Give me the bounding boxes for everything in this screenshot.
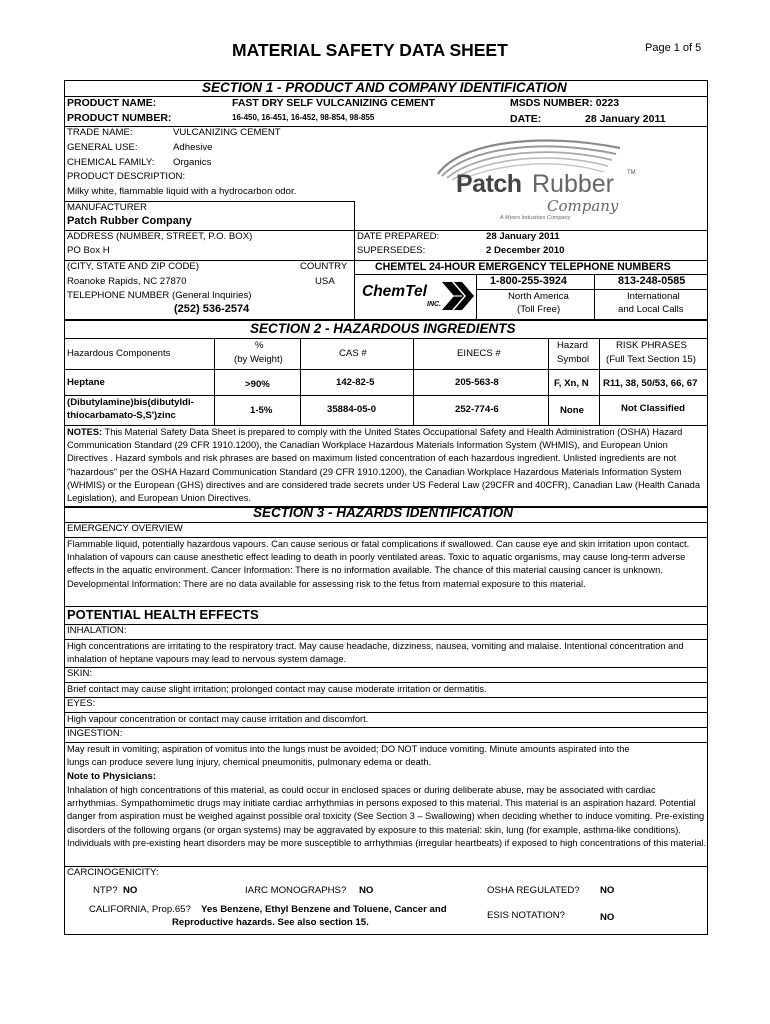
address-label: ADDRESS (NUMBER, STREET, P.O. BOX) bbox=[67, 231, 253, 242]
divider bbox=[64, 866, 708, 867]
cas-zinc: 35884-05-0 bbox=[327, 404, 377, 415]
general-use-label: GENERAL USE: bbox=[67, 142, 138, 153]
divider bbox=[413, 338, 414, 425]
col-hazard-header-2: Symbol bbox=[557, 354, 589, 365]
emergency-overview-label: EMERGENCY OVERVIEW bbox=[67, 523, 183, 534]
divider bbox=[64, 395, 708, 396]
date-label: DATE: bbox=[510, 113, 542, 125]
col-component-header: Hazardous Components bbox=[67, 348, 171, 359]
divider bbox=[354, 274, 355, 320]
divider bbox=[476, 289, 708, 290]
date-prepared: 28 January 2011 bbox=[486, 231, 560, 242]
logo-tm: TM bbox=[627, 170, 636, 176]
phone-label: TELEPHONE NUMBER (General Inquiries) bbox=[67, 290, 252, 301]
section1-header: SECTION 1 - PRODUCT AND COMPANY IDENTIFICATION bbox=[202, 80, 567, 95]
col-cas-header: CAS # bbox=[339, 348, 367, 359]
california-value-2: Reproductive hazards. See also section 15. bbox=[172, 917, 369, 928]
city-label: (CITY, STATE AND ZIP CODE) bbox=[67, 261, 200, 272]
inhalation-label: INHALATION: bbox=[67, 625, 127, 636]
divider bbox=[64, 697, 708, 698]
ntp-value: NO bbox=[123, 885, 138, 896]
ingestion-text: May result in vomiting; aspiration of vomitus into the lungs must be avoided; DO NOT induce vomiting. Minute amounts aspirated into the lungs can produce severe lung injury, chemical pneumonitis, pulmonary edema or death. bbox=[67, 744, 630, 768]
divider bbox=[214, 338, 215, 425]
divider bbox=[300, 338, 301, 425]
osha-label: OSHA REGULATED? bbox=[487, 885, 580, 896]
product-description-label: PRODUCT DESCRIPTION: bbox=[67, 171, 186, 182]
eyes-text: High vapour concentration or contact may cause irritation and discomfort. bbox=[67, 714, 369, 724]
na-label-2: (Toll Free) bbox=[517, 304, 561, 315]
esis-label: ESIS NOTATION? bbox=[487, 910, 566, 921]
emergency-header: CHEMTEL 24-HOUR EMERGENCY TELEPHONE NUMBERS bbox=[375, 261, 671, 273]
chemical-family-label: CHEMICAL FAMILY: bbox=[67, 157, 155, 168]
document-title: MATERIAL SAFETY DATA SHEET bbox=[232, 40, 508, 60]
divider bbox=[64, 624, 708, 625]
divider bbox=[64, 369, 708, 370]
chemtel-inc: INC. bbox=[427, 301, 441, 308]
logo-rubber: Rubber bbox=[532, 170, 614, 198]
ingestion-label: INGESTION: bbox=[67, 728, 123, 739]
manufacturer: Patch Rubber Company bbox=[67, 215, 192, 227]
page-number: Page 1 of 5 bbox=[645, 42, 702, 54]
emergency-overview-text: Flammable liquid, potentially hazardous vapours. Can cause serious or fatal complications if swallowed. Can cause eye and skin irritation upon contact. Inhalation of vapours can cause anesthetic effect leading to death in poorly ventilated areas. Toxic to aquatic organisms, may cause long-term adverse effects in the aquatic environment. Cancer Information: There is no information available. The chance of this material causing cancer is unknown. Developmental Information: There are no data available for assessing risk to the fetus from maternal exposure to this material. bbox=[67, 539, 690, 589]
divider bbox=[548, 338, 549, 425]
symbol-heptane: F, Xn, N bbox=[554, 378, 589, 389]
component-zinc-1: (Dibutylamine)bis(dibutyldi- bbox=[67, 397, 194, 408]
note-to-physicians-text: Inhalation of high concentrations of this material, as could occur in enclosed spaces or during deliberate abuse, may be associated with cardiac arrhythmias. Sympathomimetic drugs may initiate cardiac arrhythmias in persons exposed to this material. This material is an aspiration hazard. Potential danger from aspiration must be weighed against possible oral toxicity (See Section 3 – Swallowing) when deciding whether to induce vomiting. Pre-existing disorders of the following organs (or organ systems) may be aggravated by exposure to this material: skin, lung (for example, asthma-like conditions). Individuals with pre-existing heart disorders may be more susceptible to arrhythmias (irregular heartbeats) if exposed to high concentrations of this material. bbox=[67, 785, 707, 848]
phone: (252) 536-2574 bbox=[174, 303, 250, 315]
divider bbox=[476, 274, 477, 320]
country: USA bbox=[315, 276, 335, 287]
divider bbox=[594, 274, 595, 320]
component-heptane: Heptane bbox=[67, 377, 105, 388]
supersedes: 2 December 2010 bbox=[486, 245, 565, 256]
cas-heptane: 142-82-5 bbox=[336, 377, 375, 388]
risk-zinc: Not Classified bbox=[621, 403, 685, 414]
divider bbox=[64, 727, 708, 728]
general-use: Adhesive bbox=[173, 142, 213, 153]
eyes-label: EYES: bbox=[67, 698, 96, 709]
logo-patch: Patch bbox=[456, 170, 522, 198]
iarc-label: IARC MONOGRAPHS? bbox=[245, 885, 347, 896]
logo-company: Company bbox=[547, 197, 619, 215]
col-risk-header: RISK PHRASES bbox=[616, 340, 687, 351]
ntp-label: NTP? bbox=[93, 885, 118, 896]
col-risk-header-2: (Full Text Section 15) bbox=[606, 354, 696, 365]
intl-label-2: and Local Calls bbox=[618, 304, 684, 315]
notes bbox=[67, 426, 707, 505]
logo-tagline: A Myers Industries Company bbox=[500, 215, 571, 221]
patch-rubber-logo bbox=[420, 130, 650, 225]
einecs-zinc: 252-774-6 bbox=[455, 404, 499, 415]
inhalation-text: High concentrations are irritating to the respiratory tract. May cause headache, dizziness, nausea, vomiting and malaise. Intentional concentration and inhalation of heptane vapours may lead to nervous system damage. bbox=[67, 641, 684, 665]
trade-name-label: TRADE NAME: bbox=[67, 127, 133, 138]
section2-header: SECTION 2 - HAZARDOUS INGREDIENTS bbox=[250, 321, 516, 336]
col-percent-header-2: (by Weight) bbox=[234, 354, 283, 365]
product-number: 16-450, 16-451, 16-452, 98-854, 98-855 bbox=[232, 113, 375, 122]
notes-label: NOTES: bbox=[67, 427, 103, 437]
country-label: COUNTRY bbox=[300, 261, 348, 272]
intl-phone: 813-248-0585 bbox=[618, 275, 686, 287]
address: PO Box H bbox=[67, 245, 110, 256]
divider bbox=[354, 201, 355, 230]
product-description: Milky white, flammable liquid with a hydrocarbon odor. bbox=[67, 186, 297, 197]
component-zinc-2: thiocarbamato-S,S')zinc bbox=[67, 410, 176, 421]
risk-heptane: R11, 38, 50/53, 66, 67 bbox=[603, 378, 698, 389]
esis-value: NO bbox=[600, 912, 615, 923]
potential-health-effects-header: POTENTIAL HEALTH EFFECTS bbox=[67, 607, 259, 622]
section3-header: SECTION 3 - HAZARDS IDENTIFICATION bbox=[253, 505, 514, 520]
manufacturer-label: MANUFACTURER bbox=[67, 202, 147, 213]
california-value-1: Yes Benzene, Ethyl Benzene and Toluene, Cancer and bbox=[201, 904, 447, 915]
divider bbox=[64, 667, 708, 668]
chemtel-arrows-icon bbox=[436, 278, 476, 314]
notes-text: This Material Safety Data Sheet is prepared to comply with the United States Occupational Safety and Health Administration (OSHA) Hazard Communication Standard (29 CFR 1910.1200), the Canadian Workplace Hazardous Materials Information System (WHMIS), and European Union Directives . Hazard symbols and risk phrases are based on maximum listed concentration of each hazardous ingredient. Unlisted ingredients are not "hazardous" per the OSHA Hazard Communication Standard (29 CFR 1910.1200), the Canadian Workplace Hazardous Materials Information System (WHMIS) or the European (GHS) directives and are considered trade secrets under US Federal Law (29CFR and 40CFR), Canadian Law (Health Canada Legislation), and European Union Directives. bbox=[67, 427, 700, 504]
city: Roanoke Rapids, NC 27870 bbox=[67, 276, 187, 287]
trade-name: VULCANIZING CEMENT bbox=[173, 127, 281, 138]
product-name: FAST DRY SELF VULCANIZING CEMENT bbox=[232, 97, 436, 109]
carcinogenicity-label: CARCINOGENICITY: bbox=[67, 867, 159, 878]
chemtel-logo: ChemTel bbox=[362, 283, 427, 300]
product-number-label: PRODUCT NUMBER: bbox=[67, 112, 172, 124]
divider bbox=[64, 126, 708, 127]
date-prepared-label: DATE PREPARED: bbox=[357, 231, 440, 242]
na-phone: 1-800-255-3924 bbox=[490, 275, 567, 287]
iarc-value: NO bbox=[359, 885, 374, 896]
osha-value: NO bbox=[600, 885, 615, 896]
na-label-1: North America bbox=[508, 291, 569, 302]
product-name-label: PRODUCT NAME: bbox=[67, 97, 157, 109]
skin-text: Brief contact may cause slight irritation; prolonged contact may cause moderate irritation or dermatitis. bbox=[67, 684, 487, 694]
supersedes-label: SUPERSEDES: bbox=[357, 245, 426, 256]
intl-label-1: International bbox=[627, 291, 680, 302]
percent-heptane: >90% bbox=[245, 379, 270, 390]
symbol-zinc: None bbox=[560, 405, 584, 416]
divider bbox=[599, 338, 600, 425]
divider bbox=[64, 338, 708, 339]
chemical-family: Organics bbox=[173, 157, 212, 168]
note-to-physicians-label: Note to Physicians: bbox=[67, 771, 157, 782]
skin-label: SKIN: bbox=[67, 668, 93, 679]
col-einecs-header: EINECS # bbox=[457, 348, 501, 359]
percent-zinc: 1-5% bbox=[250, 405, 273, 416]
california-label: CALIFORNIA, Prop.65? bbox=[89, 904, 191, 915]
msds-number: MSDS NUMBER: 0223 bbox=[510, 97, 620, 109]
date-value: 28 January 2011 bbox=[585, 113, 666, 125]
col-hazard-header: Hazard bbox=[557, 340, 588, 351]
col-percent-header: % bbox=[255, 340, 264, 351]
einecs-heptane: 205-563-8 bbox=[455, 377, 499, 388]
